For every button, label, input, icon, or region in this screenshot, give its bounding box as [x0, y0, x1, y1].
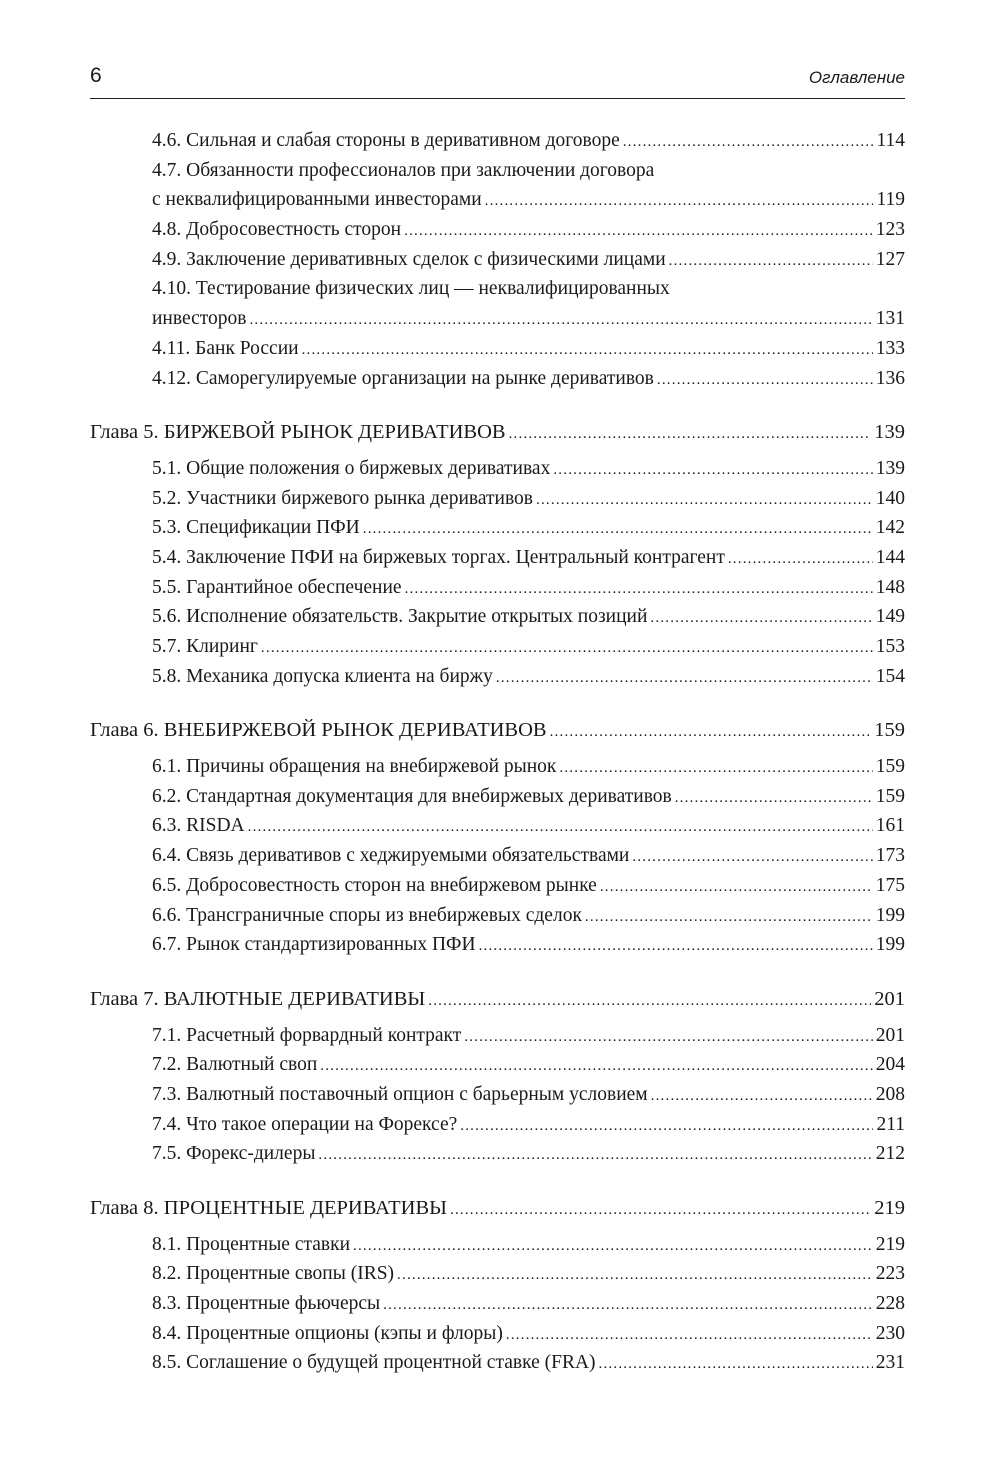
toc-entry-page: 149: [875, 606, 905, 628]
dot-leader: [353, 1232, 873, 1262]
toc-entry-6-6[interactable]: [90, 901, 905, 931]
toc-entry-4-8[interactable]: [90, 215, 905, 245]
toc-entry-4-10-line1[interactable]: [90, 274, 905, 304]
toc-entry-page: 153: [875, 636, 905, 657]
toc-entry-7-5[interactable]: [90, 1139, 905, 1169]
dot-leader: [509, 420, 872, 450]
dot-leader: [397, 1261, 873, 1291]
toc-entry-page: 199: [875, 904, 905, 926]
dot-leader: [404, 217, 873, 247]
toc-entry-page: 201: [875, 1024, 905, 1046]
toc-chapter-title: Глава 8. ПРОЦЕНТНЫЕ ДЕРИВАТИВЫ: [90, 1197, 447, 1219]
toc-entry-title: 4.6. Сильная и слабая стороны в деривативном договоре: [152, 130, 620, 151]
toc-entry-page: 114: [876, 130, 905, 151]
toc-entry-7-1[interactable]: [90, 1021, 905, 1051]
toc-entry-title: 6.4. Связь деривативов с хеджируемыми обязательствами: [152, 845, 630, 867]
toc-entry-page: 131: [875, 308, 905, 330]
toc-entry-4-6[interactable]: [90, 126, 905, 156]
dot-leader: [585, 903, 873, 933]
toc-entry-title: 7.1. Расчетный форвардный контракт: [152, 1024, 462, 1046]
toc-chapter-8[interactable]: [90, 1194, 905, 1224]
toc-entry-4-7[interactable]: [90, 185, 905, 215]
toc-entry-title: 6.5. Добросовестность сторон на внебиржевом рынке: [152, 874, 597, 896]
dot-leader: [599, 1350, 873, 1380]
toc-chapter-7[interactable]: [90, 985, 905, 1015]
toc-entry-title: 8.3. Процентные фьючерсы: [152, 1293, 381, 1315]
toc-entry-title: 5.6. Исполнение обязательств. Закрытие открытых позиций: [152, 606, 648, 628]
toc-entry-title: 8.2. Процентные свопы (IRS): [152, 1263, 395, 1285]
toc-entry-4-12[interactable]: [90, 364, 905, 394]
toc-entry-5-5[interactable]: [90, 573, 905, 603]
toc-entry-page: 161: [875, 815, 905, 837]
toc-chapter-page: 139: [874, 421, 905, 444]
dot-leader: [728, 545, 873, 575]
dot-leader: [559, 754, 872, 784]
running-header: [90, 62, 905, 99]
toc-entry-page: 127: [875, 248, 905, 270]
dot-leader: [318, 1141, 872, 1171]
dot-leader: [651, 1082, 873, 1112]
dot-leader: [428, 987, 871, 1017]
dot-leader: [450, 1196, 871, 1226]
dot-leader: [632, 843, 872, 873]
table-of-contents: [90, 126, 905, 1378]
toc-entry-title: 4.12. Саморегулируемые организации на рынке деривативов: [152, 367, 654, 389]
toc-entry-title: 6.1. Причины обращения на внебиржевой рынок: [152, 756, 557, 778]
toc-chapter-title: Глава 5. БИРЖЕВОЙ РЫНОК ДЕРИВАТИВОВ: [90, 421, 506, 444]
toc-chapter-page: 159: [874, 719, 905, 742]
dot-leader: [405, 575, 873, 605]
toc-entry-title: 5.2. Участники биржевого рынка деривативов: [152, 487, 534, 509]
toc-entry-title: 7.3. Валютный поставочный опцион с барьерным условием: [152, 1083, 648, 1105]
toc-entry-6-1[interactable]: [90, 752, 905, 782]
toc-entry-4-7-line1[interactable]: [90, 156, 905, 186]
dot-leader: [383, 1291, 873, 1321]
dot-leader: [675, 784, 873, 814]
toc-entry-title: 4.9. Заключение деривативных сделок с физическими лицами: [152, 248, 666, 270]
toc-entry-7-4[interactable]: [90, 1110, 905, 1140]
dot-leader: [464, 1023, 872, 1053]
dot-leader: [553, 456, 872, 486]
toc-entry-6-7[interactable]: [90, 930, 905, 960]
toc-entry-page: 159: [875, 785, 905, 807]
toc-entry-title: 6.6. Трансграничные споры из внебиржевых сделок: [152, 904, 582, 926]
toc-entry-title: 4.10. Тестирование физических лиц — неквалифицированных: [152, 278, 670, 300]
toc-entry-title: 4.8. Добросовестность сторон: [152, 219, 402, 241]
dot-leader: [623, 128, 874, 158]
toc-entry-title: 6.7. Рынок стандартизированных ПФИ: [152, 934, 476, 956]
dot-leader: [650, 604, 872, 634]
dot-leader: [261, 634, 873, 664]
toc-entry-title: 5.1. Общие положения о биржевых деривативах: [152, 457, 551, 479]
toc-entry-5-3[interactable]: [90, 513, 905, 543]
toc-entry-8-4[interactable]: [90, 1319, 905, 1349]
toc-entry-4-9[interactable]: [90, 245, 905, 275]
toc-entry-page: 123: [875, 219, 905, 241]
toc-entry-page: 139: [875, 457, 905, 479]
toc-entry-8-2[interactable]: [90, 1259, 905, 1289]
running-title: Оглавление: [808, 68, 905, 87]
toc-entry-title: с неквалифицированными инвесторами: [152, 189, 482, 211]
toc-entry-page: 230: [875, 1322, 905, 1344]
toc-entry-title: инвесторов: [152, 308, 247, 330]
toc-entry-5-7[interactable]: [90, 632, 905, 662]
toc-entry-page: 148: [875, 576, 905, 598]
dot-leader: [363, 515, 873, 545]
toc-entry-page: 231: [875, 1352, 905, 1374]
toc-entry-7-3[interactable]: [90, 1080, 905, 1110]
toc-entry-page: 119: [876, 189, 905, 211]
toc-entry-8-5[interactable]: [90, 1348, 905, 1378]
dot-leader: [485, 187, 874, 217]
dot-leader: [506, 1321, 873, 1351]
toc-entry-5-8[interactable]: [90, 662, 905, 692]
dot-leader: [460, 1112, 873, 1142]
toc-entry-page: 199: [875, 934, 905, 956]
toc-entry-page: 211: [876, 1113, 905, 1135]
toc-entry-page: 208: [875, 1083, 905, 1105]
toc-entry-title: 8.5. Соглашение о будущей процентной ставке (FRA): [152, 1352, 596, 1374]
toc-entry-page: 159: [875, 756, 905, 778]
toc-entry-7-2[interactable]: [90, 1050, 905, 1080]
toc-entry-title: 5.4. Заключение ПФИ на биржевых торгах. Центральный контрагент: [152, 546, 725, 568]
toc-entry-5-1[interactable]: [90, 454, 905, 484]
toc-chapter-6[interactable]: [90, 716, 905, 746]
dot-leader: [600, 873, 873, 903]
toc-entry-6-3[interactable]: [90, 811, 905, 841]
toc-entry-title: 8.1. Процентные ставки: [152, 1233, 351, 1255]
toc-entry-page: 154: [875, 665, 905, 687]
toc-entry-title: 6.2. Стандартная документация для внебиржевых деривативов: [152, 785, 672, 807]
dot-leader: [249, 306, 872, 336]
toc-entry-page: 133: [875, 337, 905, 359]
toc-entry-page: 136: [875, 367, 905, 389]
toc-entry-page: 140: [875, 487, 905, 509]
toc-entry-title: 5.5. Гарантийное обеспечение: [152, 576, 402, 598]
toc-entry-page: 228: [875, 1293, 905, 1315]
toc-entry-page: 173: [875, 845, 905, 867]
toc-entry-title: 7.4. Что такое операции на Форексе?: [152, 1113, 458, 1135]
toc-entry-4-10[interactable]: [90, 304, 905, 334]
toc-chapter-title: Глава 7. ВАЛЮТНЫЕ ДЕРИВАТИВЫ: [90, 987, 426, 1010]
toc-entry-title: 5.7. Клиринг: [152, 636, 258, 657]
toc-entry-8-1[interactable]: [90, 1230, 905, 1260]
toc-entry-5-4[interactable]: [90, 543, 905, 573]
toc-entry-page: 223: [875, 1263, 905, 1285]
toc-entry-5-2[interactable]: [90, 484, 905, 514]
toc-entry-title: 6.3. RISDA: [152, 815, 245, 837]
toc-entry-page: 175: [875, 874, 905, 896]
dot-leader: [302, 336, 873, 366]
toc-entry-title: 7.5. Форекс-дилеры: [152, 1143, 316, 1165]
toc-entry-title: 5.8. Механика допуска клиента на биржу: [152, 665, 493, 687]
dot-leader: [248, 813, 873, 843]
toc-chapter-title: Глава 6. ВНЕБИРЖЕВОЙ РЫНОК ДЕРИВАТИВОВ: [90, 719, 547, 742]
toc-chapter-page: 219: [874, 1197, 905, 1219]
page-number: 6: [90, 64, 102, 87]
dot-leader: [479, 932, 873, 962]
toc-entry-6-5[interactable]: [90, 871, 905, 901]
toc-entry-title: 7.2. Валютный своп: [152, 1054, 318, 1076]
dot-leader: [550, 718, 872, 748]
toc-entry-title: 8.4. Процентные опционы (кэпы и флоры): [152, 1322, 503, 1344]
toc-entry-page: 144: [875, 546, 905, 568]
dot-leader: [536, 486, 873, 516]
toc-chapter-5[interactable]: [90, 418, 905, 448]
toc-entry-5-6[interactable]: [90, 602, 905, 632]
toc-chapter-page: 201: [874, 987, 905, 1010]
toc-entry-title: 4.7. Обязанности профессионалов при заключении договора: [152, 159, 655, 181]
toc-entry-title: 4.11. Банк России: [152, 337, 299, 359]
toc-entry-6-2[interactable]: [90, 782, 905, 812]
toc-entry-page: 212: [875, 1143, 905, 1165]
toc-entry-page: 219: [875, 1233, 905, 1255]
toc-entry-title: 5.3. Спецификации ПФИ: [152, 517, 360, 539]
toc-entry-8-3[interactable]: [90, 1289, 905, 1319]
dot-leader: [657, 366, 873, 396]
toc-entry-page: 204: [875, 1054, 905, 1076]
dot-leader: [320, 1052, 872, 1082]
toc-entry-4-11[interactable]: [90, 334, 905, 364]
dot-leader: [669, 247, 873, 277]
toc-entry-6-4[interactable]: [90, 841, 905, 871]
toc-entry-page: 142: [875, 517, 905, 539]
dot-leader: [496, 664, 873, 694]
